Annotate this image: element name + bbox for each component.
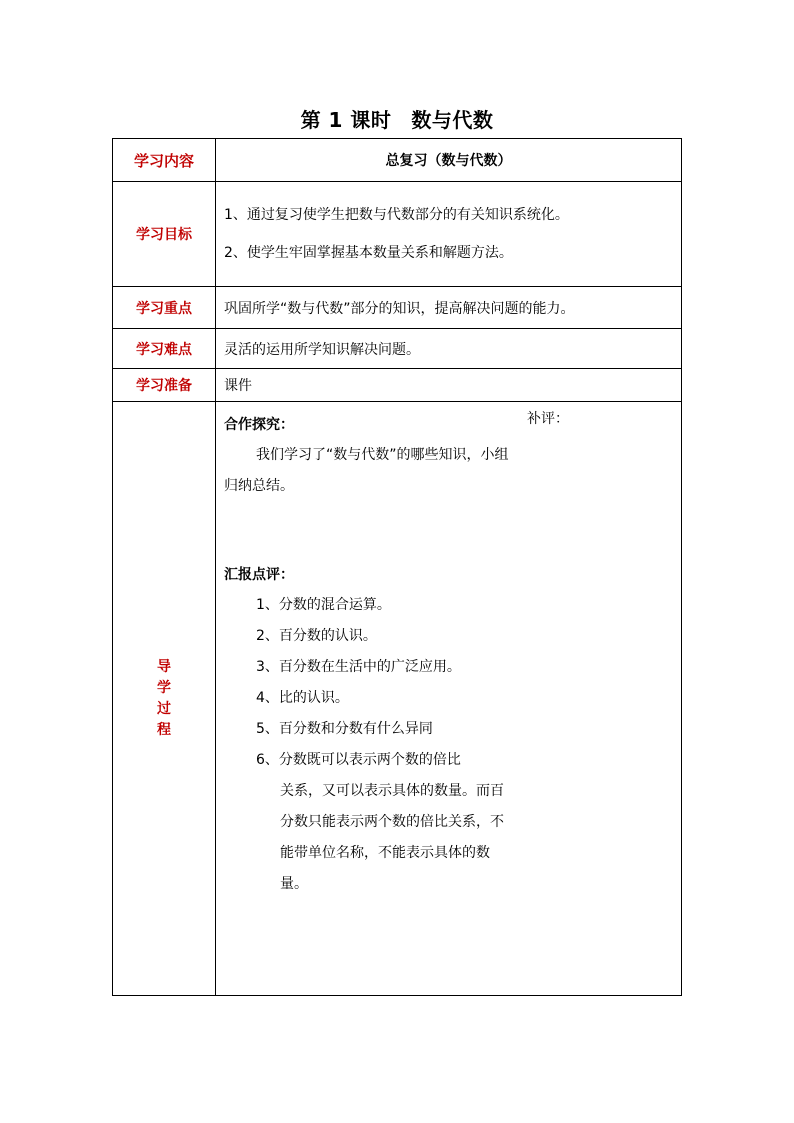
goal-item: 2、使学生牢固掌握基本数量关系和解题方法。	[224, 245, 513, 261]
list-item: 5、百分数和分数有什么异同	[256, 721, 433, 737]
value-prep: 课件	[216, 369, 682, 402]
page-title-lesson: 第 1 课时	[300, 108, 392, 132]
label-process-char: 过	[157, 700, 171, 717]
label-goals: 学习目标	[113, 182, 216, 287]
row-goals	[113, 182, 682, 287]
label-content: 学习内容	[113, 139, 216, 182]
row-process	[113, 402, 682, 996]
value-difficulty: 灵活的运用所学知识解决问题。	[216, 329, 682, 369]
label-process	[113, 402, 216, 996]
notes-column	[519, 402, 681, 900]
list-item: 2、百分数的认识。	[256, 628, 377, 644]
list-item: 3、百分数在生活中的广泛应用。	[256, 659, 461, 675]
value-content: 总复习（数与代数）	[216, 139, 682, 182]
lesson-plan-table	[112, 138, 682, 996]
report-list	[224, 590, 511, 900]
label-difficulty: 学习难点	[113, 329, 216, 369]
list-item-6	[224, 745, 511, 900]
list-item-6-rest: 关系，又可以表示具体的数量。而百分数只能表示两个数的倍比关系，不能带单位名称，不能表示具体的数量。	[280, 783, 504, 892]
list-item-6-first: 6、分数既可以表示两个数的倍比	[256, 752, 461, 768]
label-keypoint: 学习重点	[113, 287, 216, 329]
label-prep: 学习准备	[113, 369, 216, 402]
page-title	[0, 104, 794, 133]
report-heading: 汇报点评：	[224, 567, 294, 583]
value-keypoint: 巩固所学“数与代数”部分的知识，提高解决问题的能力。	[216, 287, 682, 329]
process-main-column	[216, 402, 519, 900]
label-process-char: 导	[157, 658, 171, 675]
row-prep	[113, 369, 682, 402]
list-item: 1、分数的混合运算。	[256, 597, 391, 613]
row-keypoint	[113, 287, 682, 329]
page-title-topic: 数与代数	[411, 108, 494, 132]
row-difficulty	[113, 329, 682, 369]
process-inner-table	[216, 402, 681, 900]
list-item: 4、比的认识。	[256, 690, 349, 706]
note-label: 补评：	[527, 411, 569, 427]
process-content	[216, 402, 682, 996]
label-process-char: 学	[157, 679, 171, 696]
goal-item: 1、通过复习使学生把数与代数部分的有关知识系统化。	[224, 207, 569, 223]
label-process-char: 程	[157, 721, 171, 738]
coop-heading: 合作探究：	[224, 417, 294, 433]
coop-text: 我们学习了“数与代数”的哪些知识，小组归纳总结。	[224, 447, 509, 494]
row-content	[113, 139, 682, 182]
value-goals	[216, 182, 682, 287]
